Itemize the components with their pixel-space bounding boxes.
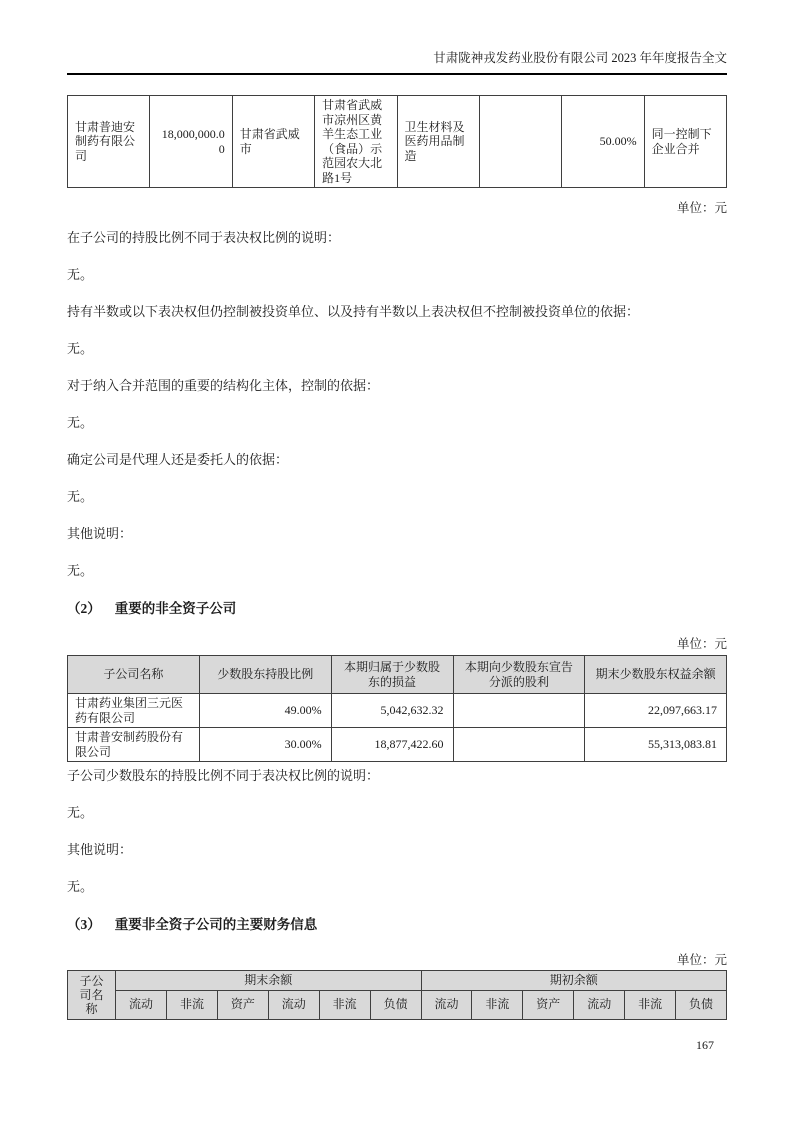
section-heading-3 [67, 916, 727, 933]
statement-line: 其他说明： [67, 526, 133, 541]
cell-subsidiary-name: 甘肃药业集团三元医药有限公司 [68, 694, 200, 728]
statement-line: 持有半数或以下表决权但仍控制被投资单位、以及持有半数以上表决权但不控制被投资单位的依据： [67, 304, 640, 319]
column-subheader: 资产 [523, 990, 574, 1019]
cell-minority-equity: 55,313,083.81 [585, 728, 727, 762]
cell-registered-capital: 18,000,000.00 [150, 96, 232, 188]
cell-minority-profit: 18,877,422.60 [331, 728, 453, 762]
column-subheader: 流动 [421, 990, 472, 1019]
page-content [67, 0, 727, 1020]
non-wholly-owned-subsidiaries-table [67, 655, 727, 762]
column-header-subsidiary-name: 子公司名称 [68, 971, 116, 1020]
table-row [68, 694, 727, 728]
column-subheader: 非流 [319, 990, 370, 1019]
notes-block [67, 768, 727, 895]
group-header-closing-balance: 期末余额 [116, 971, 421, 991]
statement-line: 无。 [67, 563, 94, 578]
column-header: 本期归属于少数股东的损益 [331, 656, 453, 694]
column-subheader: 流动 [116, 990, 167, 1019]
table-row [68, 96, 727, 188]
statement-line: 子公司少数股东的持股比例不同于表决权比例的说明： [67, 768, 380, 783]
statement-line: 在子公司的持股比例不同于表决权比例的说明： [67, 230, 341, 245]
table-group-header-row [68, 971, 727, 991]
column-header: 期末少数股东权益余额 [585, 656, 727, 694]
cell-empty [479, 96, 561, 188]
statement-line: 对于纳入合并范围的重要的结构化主体，控制的依据： [67, 378, 380, 393]
cell-minority-profit: 5,042,632.32 [331, 694, 453, 728]
subsidiary-acquisition-table [67, 95, 727, 188]
cell-main-location: 甘肃省武威市 [232, 96, 314, 188]
section-number: （3） [67, 917, 101, 932]
cell-minority-ratio: 49.00% [199, 694, 331, 728]
header-rule [67, 73, 727, 75]
statements-block [67, 230, 727, 579]
unit-label: 单位：元 [676, 953, 727, 967]
section-title: 重要非全资子公司的主要财务信息 [114, 917, 318, 932]
table-subheader-row [68, 990, 727, 1019]
cell-minority-equity: 22,097,663.17 [585, 694, 727, 728]
unit-label: 单位：元 [676, 637, 727, 651]
page-number: 167 [696, 1038, 714, 1052]
statement-line: 确定公司是代理人还是委托人的依据： [67, 452, 289, 467]
column-subheader: 非流 [472, 990, 523, 1019]
section-number: （2） [67, 601, 101, 616]
column-subheader: 流动 [574, 990, 625, 1019]
statement-line: 无。 [67, 879, 94, 894]
cell-business-nature: 卫生材料及医药用品制造 [397, 96, 479, 188]
cell-declared-dividends [453, 694, 585, 728]
column-subheader: 资产 [217, 990, 268, 1019]
statement-line: 其他说明： [67, 842, 133, 857]
column-subheader: 非流 [167, 990, 218, 1019]
cell-acquisition-method: 同一控制下企业合并 [644, 96, 726, 188]
column-header: 少数股东持股比例 [199, 656, 331, 694]
cell-registered-address: 甘肃省武威市凉州区黄羊生态工业（食品）示范园农大北路1号 [315, 96, 397, 188]
group-header-opening-balance: 期初余额 [421, 971, 726, 991]
cell-shareholding-ratio: 50.00% [562, 96, 644, 188]
section-title: 重要的非全资子公司 [114, 601, 237, 616]
column-header: 本期向少数股东宣告分派的股利 [453, 656, 585, 694]
document-header-title: 甘肃陇神戎发药业股份有限公司 2023 年年度报告全文 [433, 51, 727, 65]
column-subheader: 非流 [625, 990, 676, 1019]
cell-minority-ratio: 30.00% [199, 728, 331, 762]
statement-line: 无。 [67, 267, 94, 282]
cell-subsidiary-name: 甘肃普安制药股份有限公司 [68, 728, 200, 762]
table-row [68, 728, 727, 762]
column-subheader: 流动 [268, 990, 319, 1019]
section-heading-2 [67, 600, 727, 617]
statement-line: 无。 [67, 415, 94, 430]
financial-info-table [67, 970, 727, 1020]
column-header: 子公司名称 [68, 656, 200, 694]
statement-line: 无。 [67, 489, 94, 504]
cell-declared-dividends [453, 728, 585, 762]
unit-label: 单位：元 [676, 201, 727, 215]
table-header-row [68, 656, 727, 694]
statement-line: 无。 [67, 341, 94, 356]
column-subheader: 负债 [370, 990, 421, 1019]
cell-subsidiary-name: 甘肃普迪安制药有限公司 [68, 96, 150, 188]
statement-line: 无。 [67, 805, 94, 820]
column-subheader: 负债 [676, 990, 727, 1019]
